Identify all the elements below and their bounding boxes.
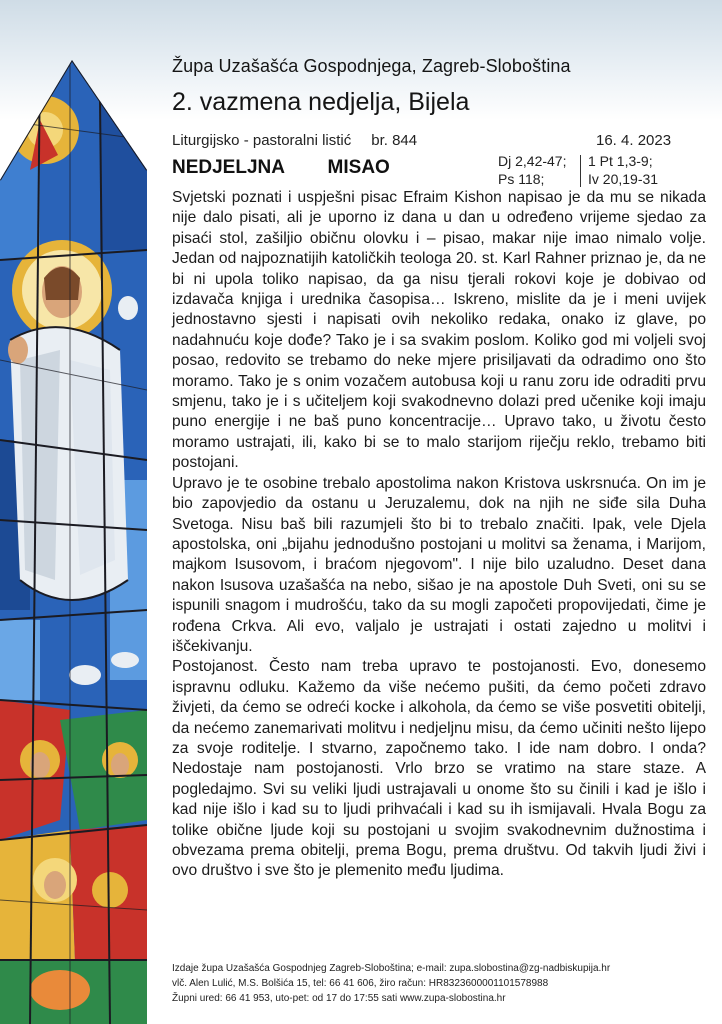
readings-divider — [580, 155, 581, 187]
bulletin-info — [172, 132, 417, 149]
footer-line-pastor: vlč. Alen Lulić, M.S. Bolšića 15, tel: 66 41 606, žiro račun: HR8323600001101578988 — [172, 978, 549, 989]
bulletin-title: Liturgijsko - pastoralni listić — [172, 132, 352, 149]
readings-box — [498, 152, 714, 188]
bulletin-number: br. 844 — [371, 132, 418, 149]
article-paragraph-3: Postojanost. Često nam treba upravo te postojanosti. Evo, donesemo ispravnu odluku. Kažemo da više nećemo pušiti, da ćemo početi zdravo živjeti, da ćemo se odreći kocke i alkohola, da ćemo se više posvetiti obitelji, da nećemo zanemarivati molitvu i nedjeljnu misu, da ćemo učiniti nešto lijepo za svoje roditelje. I stvarno, započnemo tako. I ide nam dobro. I onda? Nedostaje nam postojanosti. Vrlo brzo se vratimo na stare staze. A pogledajmo. Svi su veliki ljudi ustrajavali u onome što su činili i kad je išlo i kad nije išlo i kad su to ljudi prihvaćali i kad su ih ismijavali. Hvala Bogu za tolike obične ljude koji su postojani u svojim svakodnevnim dužnostima i obvezama prema obitelji, prema Bogu, prema društvu. Od takvih ljudi živi i ovo društvo i sve što je plemenito među ljudima. — [172, 658, 706, 880]
footer-line-office: Župni ured: 66 41 953, uto-pet: od 17 do 17:55 sati www.zupa-slobostina.hr — [172, 993, 506, 1004]
readings-col-1 — [498, 152, 566, 188]
article-paragraph-1: Svjetski poznati i uspješni pisac Efraim Kishon napisao je da mu se nikada nije dalo pisati, ali je uporno iz dana u dan u određeno vrijeme sjedao za pisaći stol, zašiljio običnu olovku i – pisao, makar nije imao nimalo volje. Jedan od najpoznatijih katoličkih teologa 20. st. Karl Rahner priznao je, da ne bi ni upola toliko napisao, da ga nisu tjerali rokovi koje je dobivao od izdavača knjiga i urednika časopisa… Iskreno, mislite da je i meni uvijek jednostavno sjesti i napisati ovih nekoliko redaka, onako iz glave, po nadahnuću koje dođe? Tako je i sa svakim poslom. Koliko god mi voljeli svoj posao, redovito se trebamo do neke mjere prisiljavati da odradimo ono što moramo. Tako je s onim vozačem autobusa koji u ranu zoru ide odraditi prvu smjenu, tako je i s učiteljem koji svakodnevno dolazi pred učenike koji imaju puno energije i ne baš puno koncentracije… Upravo tako, u životu često moramo ustrajati, ili, kako bi se to malo starijom riječju reklo, trebamo biti postojani. — [172, 189, 706, 472]
article-paragraph-2: Upravo je te osobine trebalo apostolima nakon Kristova uskrsnuća. On im je bio zapovjedio da ostanu u Jeruzalemu, dok na njih ne siđe sila Duha Svetoga. Nisu baš bili razumjeli što bi to trebalo značiti. Ipak, vele Djela apostolska, oni „bijahu jednodušno postojani u molitvi sa ženama, i Marijom, majkom Isusovom, i braćom njegovom". I nije bilo uzaludno. Deset dana nakon Isusova uzašašća na nebo, sišao je na apostole Duh Sveti, oni su se ispunili snagom i mudrošću, tako da su mogli započeti propovijedati, čime je rođena Crkva. Ali evo, valjalo je ustrajati i ostati zajedno u molitvi i iščekivanju. — [172, 474, 706, 655]
liturgical-day: 2. vazmena nedjelja, Bijela — [172, 88, 470, 116]
parish-name: Župa Uzašašća Gospodnjega, Zagreb-Sloboština — [172, 56, 571, 76]
footer-line-publisher: Izdaje župa Uzašašća Gospodnjeg Zagreb-Sloboština; e-mail: zupa.slobostina@zg-nadbiskupija.hr — [172, 963, 611, 974]
article-body — [172, 188, 706, 882]
stained-glass-window — [0, 60, 147, 1024]
readings-col-2 — [588, 152, 658, 188]
reading-1: Dj 2,42-47; — [498, 153, 567, 169]
bulletin-date: 16. 4. 2023 — [596, 132, 672, 149]
reading-3: 1 Pt 1,3-9; — [588, 153, 653, 169]
reading-4: Iv 20,19-31 — [588, 171, 659, 187]
section-title: NEDJELJNA MISAO — [172, 157, 390, 178]
reading-2: Ps 118; — [498, 171, 545, 187]
footer — [172, 961, 610, 1006]
